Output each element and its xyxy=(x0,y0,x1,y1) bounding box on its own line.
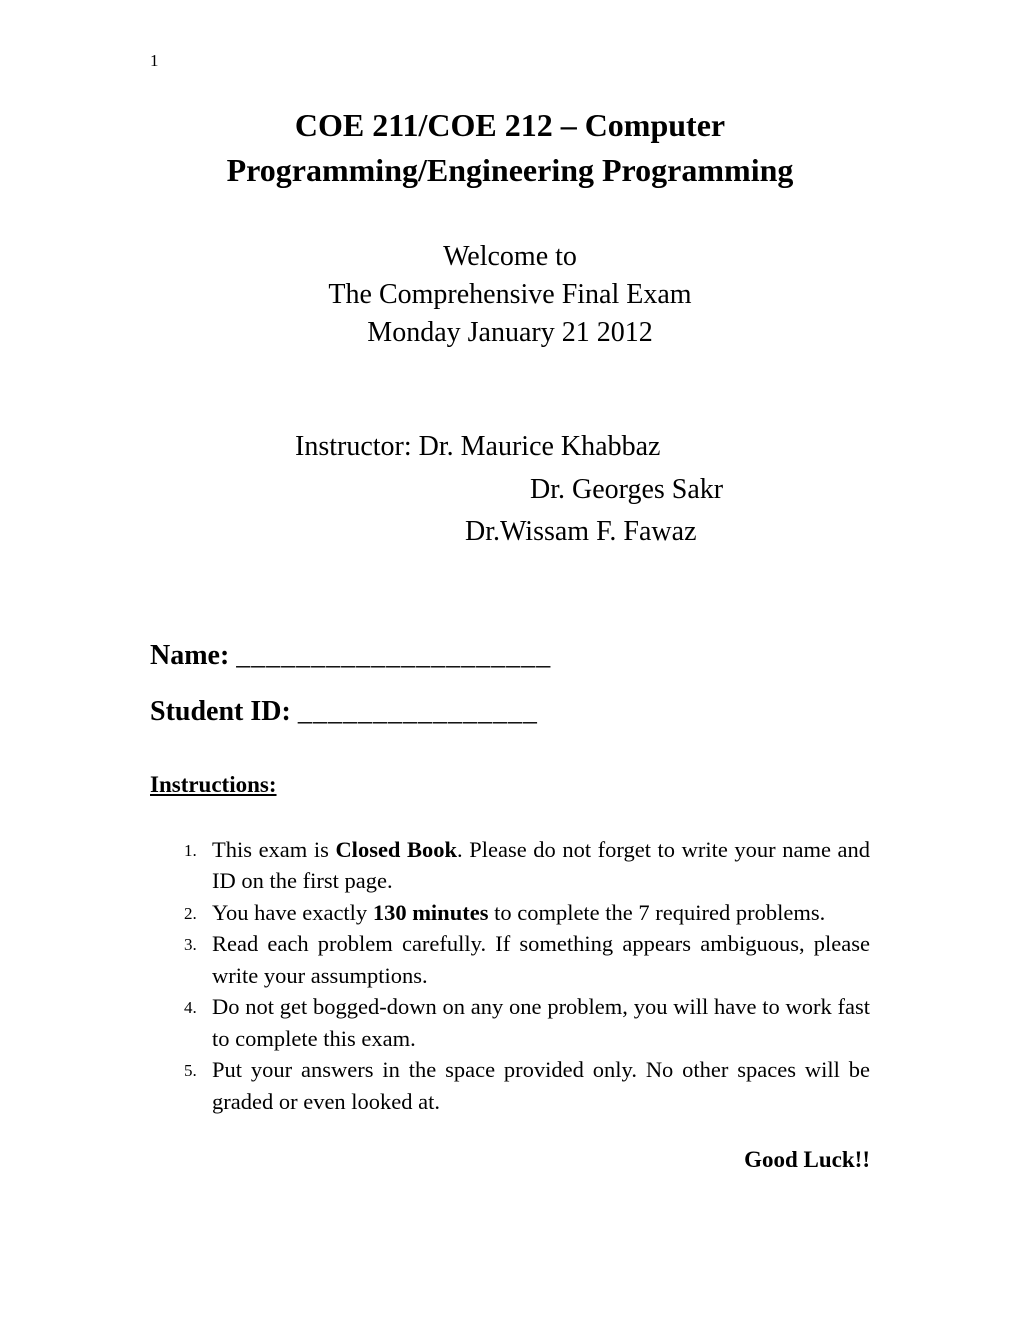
instruction-number: 1. xyxy=(184,840,197,860)
instruction-number: 2. xyxy=(184,903,197,923)
course-title-line-1: COE 211/COE 212 – Computer xyxy=(294,107,726,143)
instruction-item xyxy=(150,897,870,929)
instructor-line-2: Dr. Georges Sakr xyxy=(530,473,724,505)
instruction-text: Read each problem carefully. If something appears ambiguous, please write your assumptions. xyxy=(212,931,870,988)
instruction-number: 5. xyxy=(184,1061,197,1081)
good-luck-text: Good Luck!! xyxy=(744,1147,870,1173)
instruction-item xyxy=(150,928,870,991)
instruction-number: 4. xyxy=(184,998,197,1018)
name-label: Name: xyxy=(150,639,230,671)
instructions-list xyxy=(150,834,870,1118)
course-title-line-2: Programming/Engineering Programming xyxy=(226,152,794,189)
exam-date-line: Monday January 21 2012 xyxy=(367,317,653,349)
instruction-item xyxy=(150,1054,870,1117)
name-blank-line: _____________________ xyxy=(236,639,552,671)
instruction-item xyxy=(150,834,870,897)
student-id-blank-line: ________________ xyxy=(297,695,538,727)
name-row xyxy=(150,640,870,672)
instruction-text: You have exactly 130 minutes to complete the 7 required problems. xyxy=(212,899,826,925)
student-id-row xyxy=(150,696,870,728)
welcome-block xyxy=(150,238,870,352)
instructor-block xyxy=(150,426,870,554)
instruction-text: Put your answers in the space provided only. No other spaces will be graded or even looked at. xyxy=(212,1057,870,1114)
welcome-line: Welcome to xyxy=(443,240,577,272)
student-id-label: Student ID: xyxy=(150,695,291,727)
instruction-number: 3. xyxy=(184,935,197,955)
exam-name-line: The Comprehensive Final Exam xyxy=(328,278,692,310)
instruction-text: Do not get bogged-down on any one problem, you will have to work fast to complete this exam. xyxy=(212,994,870,1051)
instructor-line-3: Dr.Wissam F. Fawaz xyxy=(465,516,697,548)
instruction-item xyxy=(150,991,870,1054)
instruction-text: This exam is Closed Book. Please do not forget to write your name and ID on the first page. xyxy=(212,836,871,894)
instructions-label: Instructions: xyxy=(150,771,277,797)
course-title xyxy=(150,103,870,194)
page-number: 1 xyxy=(150,51,159,70)
instructor-line-1: Instructor: Dr. Maurice Khabbaz xyxy=(295,431,661,463)
instructions-heading xyxy=(150,772,870,798)
